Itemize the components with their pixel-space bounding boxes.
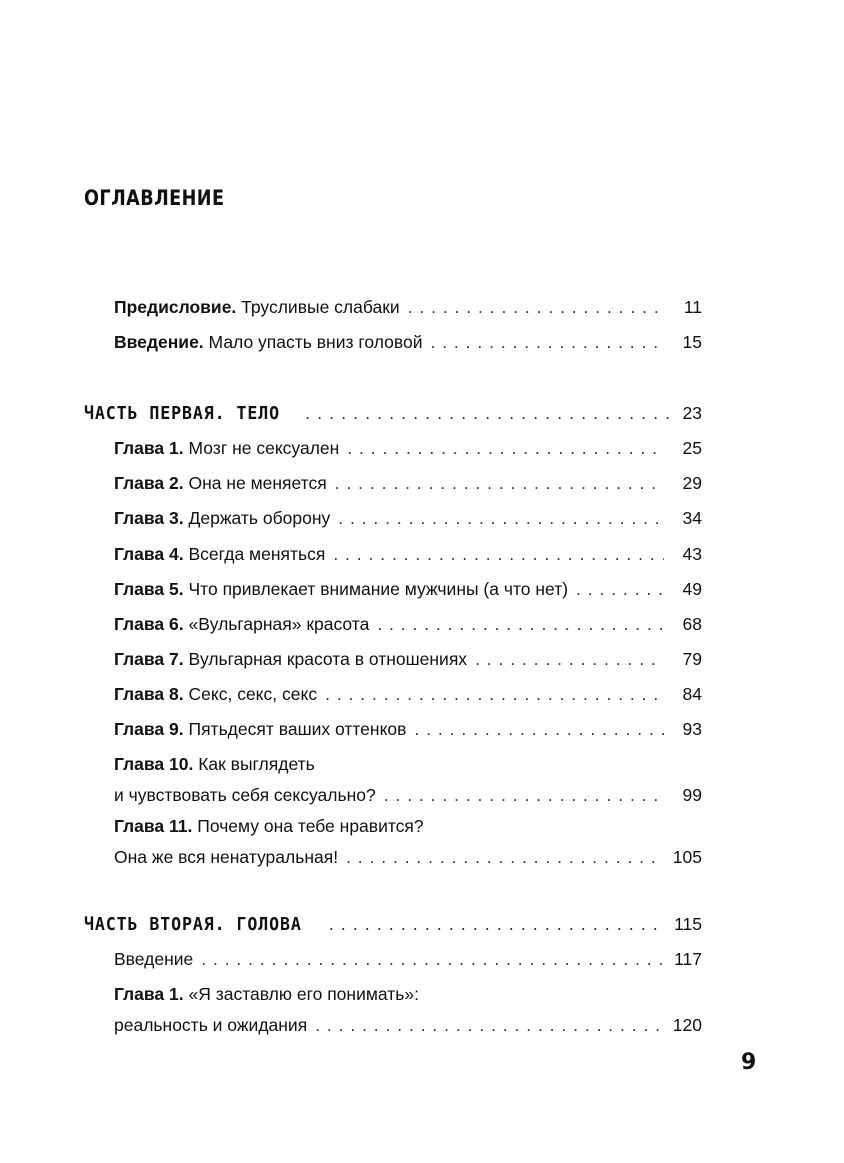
entry-title: «Я заставлю его понимать»: — [188, 984, 419, 1004]
entry-label: Глава 4. — [114, 544, 184, 564]
entry-page: 120 — [672, 1015, 702, 1035]
dot-leader — [325, 684, 664, 704]
dot-leader — [329, 913, 664, 935]
toc-entry-part1-ch2[interactable] — [114, 473, 702, 493]
dot-leader — [335, 473, 664, 493]
toc-entry-part1-ch11[interactable] — [114, 816, 702, 867]
page-number: 9 — [741, 1050, 757, 1075]
part-page: 115 — [674, 914, 702, 934]
entry-title: Введение — [114, 949, 194, 969]
dot-leader — [201, 949, 664, 969]
dot-leader — [305, 402, 672, 424]
dot-leader — [475, 649, 664, 669]
entry-title: Секс, секс, секс — [188, 684, 318, 704]
entry-title: Что привлекает внимание мужчины (а что нет) — [188, 579, 569, 599]
entry-label: Глава 5. — [114, 579, 184, 599]
entry-page: 15 — [682, 332, 702, 352]
entry-page: 34 — [682, 508, 702, 528]
toc-part-1[interactable] — [84, 402, 702, 425]
dot-leader — [338, 508, 664, 528]
entry-label: Глава 10. — [114, 754, 194, 774]
toc-entry-part1-ch8[interactable] — [114, 684, 702, 704]
part-title: ЧАСТЬ ПЕРВАЯ. ТЕЛО — [84, 403, 281, 424]
dot-leader — [430, 332, 664, 352]
toc-entry-part2-ch1[interactable] — [114, 984, 702, 1035]
entry-title-continued: реальность и ожидания — [114, 1015, 308, 1035]
dot-leader — [414, 719, 664, 739]
entry-label: Глава 1. — [114, 984, 184, 1004]
entry-page: 25 — [682, 438, 702, 458]
entry-label: Введение. — [114, 332, 204, 352]
entry-title: Почему она тебе нравится? — [197, 816, 424, 836]
entry-label: Глава 2. — [114, 473, 184, 493]
entry-title: Вульгарная красота в отношениях — [188, 649, 468, 669]
dot-leader — [408, 297, 664, 317]
dot-leader — [333, 544, 664, 564]
entry-page: 68 — [682, 614, 702, 634]
toc-entry-preface[interactable] — [114, 297, 702, 317]
toc-entry-part1-ch1[interactable] — [114, 438, 702, 458]
entry-page: 49 — [682, 579, 702, 599]
toc-entry-part1-ch7[interactable] — [114, 649, 702, 669]
dot-leader — [315, 1015, 663, 1035]
dot-leader — [576, 579, 664, 599]
entry-page: 43 — [682, 544, 702, 564]
toc-entry-part1-ch3[interactable] — [114, 508, 702, 528]
entry-label: Глава 7. — [114, 649, 184, 669]
toc-entry-part1-ch4[interactable] — [114, 544, 702, 564]
entry-title: Пятьдесят ваших оттенков — [188, 719, 407, 739]
entry-title: Мозг не сексуален — [188, 438, 340, 458]
page-title: ОГЛАВЛЕНИЕ — [84, 186, 225, 210]
toc-entry-part2-intro[interactable] — [114, 949, 702, 969]
part-title: ЧАСТЬ ВТОРАЯ. ГОЛОВА — [84, 914, 302, 935]
entry-label: Предисловие. — [114, 297, 237, 317]
entry-title-continued: и чувствовать себя сексуально? — [114, 785, 376, 805]
entry-title: Держать оборону — [188, 508, 331, 528]
entry-label: Глава 11. — [114, 816, 193, 836]
dot-leader — [347, 438, 664, 458]
entry-title: «Вульгарная» красота — [188, 614, 370, 634]
entry-page: 11 — [683, 297, 702, 317]
entry-title: Она не меняется — [188, 473, 327, 493]
toc-entry-part1-ch6[interactable] — [114, 614, 702, 634]
dot-leader — [384, 785, 664, 805]
entry-title: Всегда меняться — [188, 544, 326, 564]
entry-page: 105 — [672, 847, 702, 867]
entry-label: Глава 9. — [114, 719, 184, 739]
toc-entry-part1-ch5[interactable] — [114, 579, 702, 599]
entry-title-continued: Она же вся ненатуральная! — [114, 847, 339, 867]
toc-entry-introduction[interactable] — [114, 332, 702, 352]
entry-label: Глава 1. — [114, 438, 184, 458]
entry-title: Как выглядеть — [198, 754, 315, 774]
entry-page: 117 — [674, 949, 702, 969]
toc-entry-part1-ch9[interactable] — [114, 719, 702, 739]
dot-leader — [377, 614, 664, 634]
entry-page: 84 — [682, 684, 702, 704]
part-page: 23 — [682, 403, 702, 423]
entry-page: 79 — [682, 649, 702, 669]
dot-leader — [346, 847, 663, 867]
toc-entry-part1-ch10[interactable] — [114, 754, 702, 805]
entry-page: 93 — [682, 719, 702, 739]
entry-page: 99 — [682, 785, 702, 805]
entry-page: 29 — [682, 473, 702, 493]
entry-title: Мало упасть вниз головой — [208, 332, 423, 352]
entry-title: Трусливые слабаки — [241, 297, 400, 317]
entry-label: Глава 8. — [114, 684, 184, 704]
toc-part-2[interactable] — [84, 913, 702, 936]
entry-label: Глава 6. — [114, 614, 184, 634]
entry-label: Глава 3. — [114, 508, 184, 528]
